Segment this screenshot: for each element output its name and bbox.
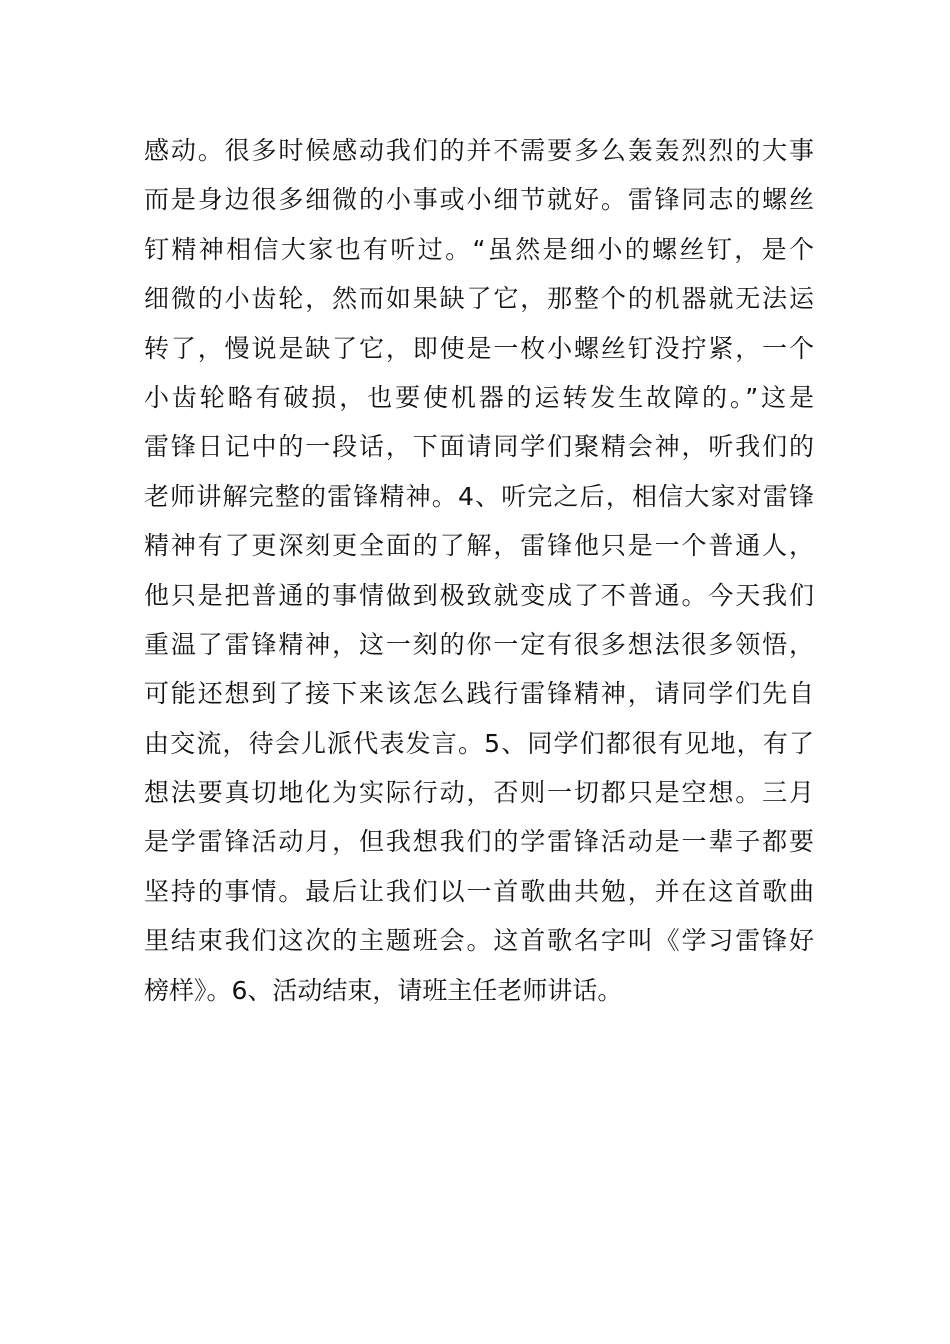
- text-line: 小齿轮略有破损，也要使机器的运转发生故障的。”这是: [144, 382, 814, 412]
- text-line: 他只是把普通的事情做到极致就变成了不普通。今天我们: [144, 580, 814, 610]
- text-line: 细微的小齿轮，然而如果缺了它，那整个的机器就无法运: [144, 284, 814, 314]
- text-line: 可能还想到了接下来该怎么践行雷锋精神，请同学们先自: [144, 679, 814, 709]
- text-line: 而是身边很多细微的小事或小细节就好。雷锋同志的螺丝: [144, 185, 814, 215]
- text-line: 精神有了更深刻更全面的了解，雷锋他只是一个普通人，: [144, 531, 814, 561]
- text-line: 由交流，待会儿派代表发言。5、同学们都很有见地，有了: [144, 728, 814, 758]
- text-line: 转了，慢说是缺了它，即使是一枚小螺丝钉没拧紧，一个: [144, 333, 814, 363]
- text-line: 榜样》。6、活动结束，请班主任老师讲话。: [144, 975, 623, 1005]
- text-line: 是学雷锋活动月，但我想我们的学雷锋活动是一辈子都要: [144, 827, 814, 857]
- text-line: 里结束我们这次的主题班会。这首歌名字叫《学习雷锋好: [144, 926, 814, 956]
- text-line: 坚持的事情。最后让我们以一首歌曲共勉，并在这首歌曲: [144, 876, 814, 906]
- text-line: 感动。很多时候感动我们的并不需要多么轰轰烈烈的大事: [144, 136, 814, 165]
- text-line: 雷锋日记中的一段话，下面请同学们聚精会神，听我们的: [144, 432, 814, 462]
- text-line: 想法要真切地化为实际行动，否则一切都只是空想。三月: [144, 778, 814, 808]
- text-line: 钉精神相信大家也有听过。“虽然是细小的螺丝钉，是个: [144, 234, 814, 264]
- text-line: 老师讲解完整的雷锋精神。4、听完之后，相信大家对雷锋: [144, 481, 814, 511]
- body-paragraph: [144, 126, 814, 1015]
- text-line: 重温了雷锋精神，这一刻的你一定有很多想法很多领悟，: [144, 629, 814, 659]
